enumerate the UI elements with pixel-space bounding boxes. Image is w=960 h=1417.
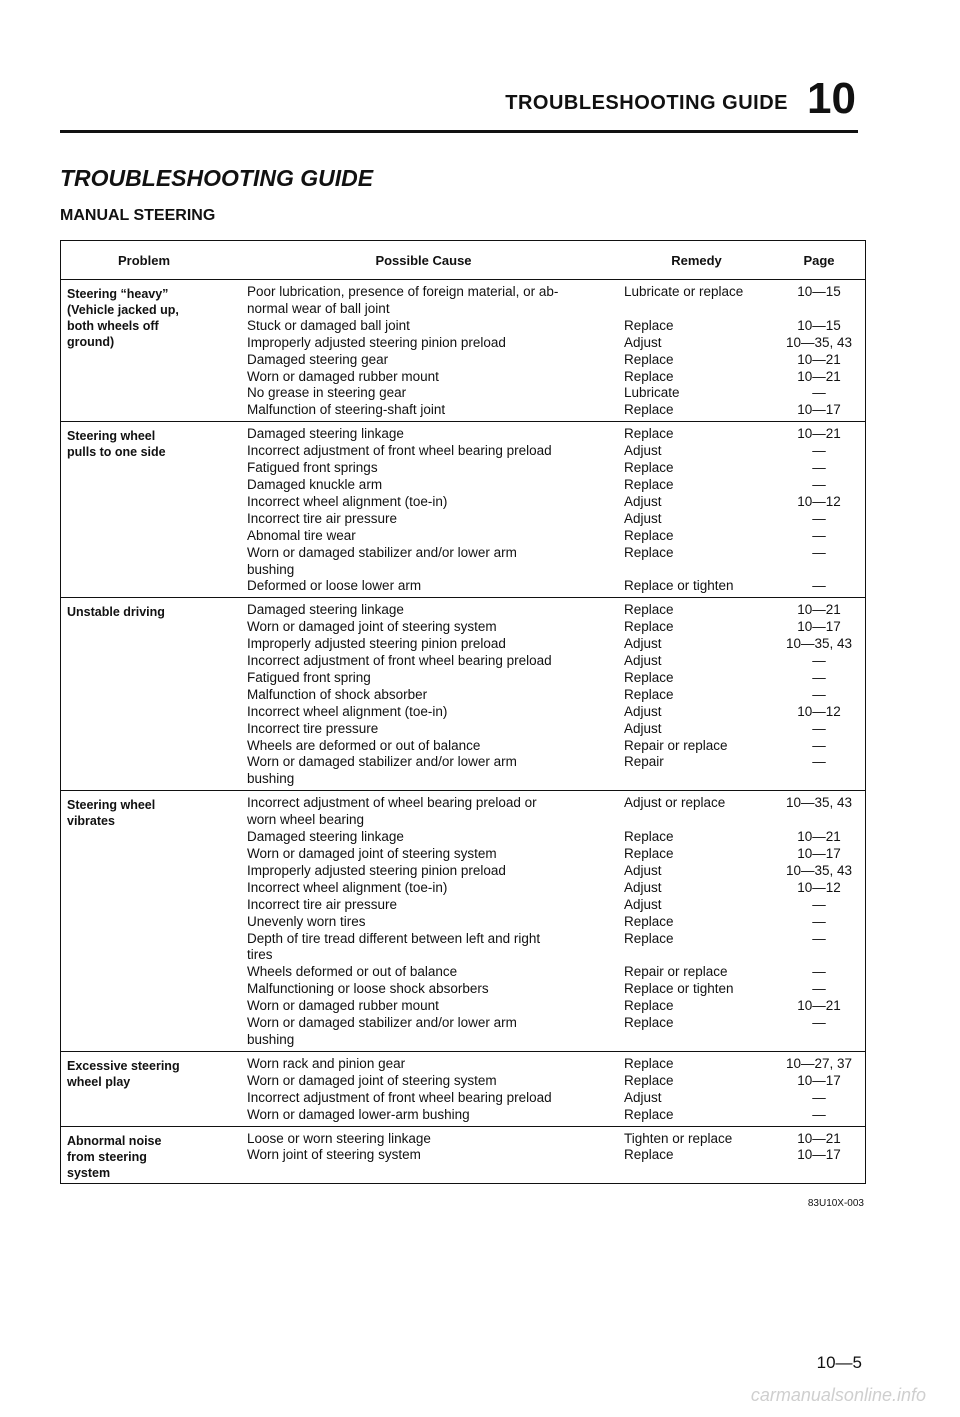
problem-group (61, 422, 865, 598)
column-problem: Problem (117, 252, 170, 268)
table-row (227, 1107, 865, 1124)
table-row (227, 981, 865, 998)
remedy-cell: Replace (624, 527, 674, 543)
table-row (227, 829, 865, 846)
watermark: carmanualsonline.info (750, 1385, 926, 1405)
problem-group (61, 791, 865, 1052)
table-row (227, 443, 865, 460)
problem-label: Unstable driving (67, 605, 165, 620)
remedy-cell: Adjust (624, 896, 662, 912)
table-row (227, 1015, 865, 1049)
page-ref-cell: — (812, 544, 826, 560)
remedy-cell: Replace (624, 1015, 674, 1031)
table-row (227, 721, 865, 738)
remedy-cell: Repair or replace (624, 737, 728, 753)
remedy-cell: Adjust (624, 1089, 662, 1105)
column-page: Page (803, 252, 835, 268)
table-row (227, 494, 865, 511)
table-row (227, 619, 865, 636)
cause-cell: Malfunction of steering-shaft joint (247, 402, 446, 418)
table-header (61, 241, 865, 280)
page-ref-cell: — (812, 1015, 826, 1031)
cause-cell: Incorrect tire pressure (247, 720, 379, 736)
page-ref-cell: — (812, 754, 826, 770)
page-ref-cell: — (812, 510, 826, 526)
cause-cell: Incorrect adjustment of front wheel bearing preload (247, 443, 552, 459)
cause-cell: Damaged knuckle arm (247, 476, 383, 492)
table-row (227, 931, 865, 965)
remedy-cell: Adjust (624, 493, 662, 509)
problem-label: Excessive steering wheel play (67, 1058, 180, 1089)
page-ref-cell: — (812, 443, 826, 459)
header-rule (60, 130, 858, 133)
header-title: TROUBLESHOOTING GUIDE (505, 92, 788, 114)
section-subtitle: MANUAL STEERING (60, 207, 216, 224)
remedy-cell: Repair (624, 754, 664, 770)
remedy-cell: Adjust (624, 443, 662, 459)
cause-cell: Damaged steering linkage (247, 426, 404, 442)
cause-cell: Incorrect wheel alignment (toe-in) (247, 493, 448, 509)
page-ref-cell: 10—17 (797, 846, 841, 861)
remedy-cell: Replace (624, 368, 674, 384)
remedy-cell: Adjust (624, 653, 662, 669)
page-ref-cell: 10—21 (797, 351, 841, 367)
remedy-cell: Adjust or replace (624, 795, 726, 811)
page-ref-cell: 10—21 (797, 998, 841, 1014)
cause-cell: Worn or damaged lower-arm bushing (247, 1106, 470, 1122)
table-body (61, 280, 865, 1183)
cause-cell: No grease in steering gear (247, 385, 407, 401)
cause-cell: Worn or damaged stabilizer and/or lower arm bushing (247, 754, 517, 787)
troubleshooting-table (60, 240, 866, 1184)
page-ref-cell: 10—21 (797, 602, 841, 618)
cause-cell: Fatigued front spring (247, 669, 371, 685)
cause-cell: Fatigued front springs (247, 460, 378, 476)
remedy-cell: Replace (624, 1072, 674, 1088)
page-ref-cell: 10—35, 43 (785, 334, 853, 350)
problem-group (61, 1127, 865, 1183)
table-row (227, 846, 865, 863)
page-title: TROUBLESHOOTING GUIDE (60, 165, 374, 191)
remedy-cell: Replace (624, 930, 674, 946)
remedy-cell: Replace (624, 669, 674, 685)
cause-cell: Incorrect adjustment of front wheel bearing preload (247, 653, 552, 669)
table-row (227, 1073, 865, 1090)
page-ref-cell: 10—35, 43 (785, 862, 853, 878)
remedy-cell: Replace (624, 998, 674, 1014)
cause-cell: Unevenly worn tires (247, 913, 366, 929)
remedy-cell: Adjust (624, 334, 662, 350)
page-ref-cell: — (812, 669, 826, 685)
remedy-cell: Replace (624, 460, 674, 476)
problem-label: Steering wheel vibrates (67, 798, 156, 829)
page-ref-cell: — (812, 476, 826, 492)
cause-cell: Stuck or damaged ball joint (247, 317, 410, 333)
cause-cell: Damaged steering linkage (247, 829, 404, 845)
page-ref-cell: — (812, 653, 826, 669)
cause-cell: Malfunction of shock absorber (247, 686, 428, 702)
table-row (227, 318, 865, 335)
remedy-cell: Replace (624, 913, 674, 929)
page-ref-cell: — (812, 896, 826, 912)
page-ref-cell: — (812, 527, 826, 543)
remedy-cell: Replace or tighten (624, 578, 734, 594)
remedy-cell: Adjust (624, 636, 662, 652)
column-remedy: Remedy (671, 252, 722, 268)
remedy-cell: Replace (624, 476, 674, 492)
cause-cell: Worn or damaged rubber mount (247, 368, 439, 384)
remedy-cell: Adjust (624, 510, 662, 526)
table-row (227, 545, 865, 579)
cause-cell: Worn joint of steering system (247, 1147, 421, 1163)
page-ref-cell: 10—27, 37 (785, 1055, 853, 1071)
table-row (227, 385, 865, 402)
page-ref-cell: — (812, 964, 826, 980)
remedy-cell: Replace (624, 686, 674, 702)
table-row (227, 754, 865, 788)
table-row (227, 880, 865, 897)
problem-group (61, 280, 865, 422)
page-ref-cell: 10—12 (797, 493, 841, 509)
cause-cell: Damaged steering linkage (247, 602, 404, 618)
cause-cell: Incorrect wheel alignment (toe-in) (247, 879, 448, 895)
cause-cell: Incorrect tire air pressure (247, 510, 398, 526)
page-number: 10—5 (816, 1353, 862, 1372)
cause-cell: Worn or damaged stabilizer and/or lower arm bushing (247, 1015, 517, 1047)
cause-cell: Improperly adjusted steering pinion preload (247, 862, 506, 878)
page-ref-cell: — (812, 1089, 826, 1105)
remedy-cell: Adjust (624, 862, 662, 878)
cause-cell: Loose or worn steering linkage (247, 1130, 431, 1146)
page-ref-cell: 10—21 (797, 368, 841, 384)
cause-cell: Incorrect adjustment of front wheel bearing preload (247, 1089, 552, 1105)
table-row (227, 897, 865, 914)
table-row (227, 687, 865, 704)
page-ref-cell: — (812, 981, 826, 997)
cause-cell: Malfunctioning or loose shock absorbers (247, 981, 489, 997)
cause-cell: Incorrect wheel alignment (toe-in) (247, 703, 448, 719)
page-ref-cell: — (812, 720, 826, 736)
table-row (227, 1090, 865, 1107)
remedy-cell: Replace (624, 829, 674, 845)
cause-cell: Wheels are deformed or out of balance (247, 737, 481, 753)
table-row (227, 477, 865, 494)
table-row (227, 1131, 865, 1148)
page-ref-cell: — (812, 737, 826, 753)
page-ref-cell: — (812, 913, 826, 929)
cause-cell: Poor lubrication, presence of foreign material, or ab- normal wear of ball joint (247, 284, 559, 316)
remedy-cell: Replace (624, 351, 674, 367)
cause-cell: Incorrect adjustment of wheel bearing preload or worn wheel bearing (247, 795, 537, 828)
cause-cell: Worn or damaged stabilizer and/or lower arm bushing (247, 544, 517, 577)
cause-cell: Damaged steering gear (247, 351, 389, 367)
cause-cell: Improperly adjusted steering pinion preload (247, 636, 506, 652)
problem-label: Steering wheel pulls to one side (67, 429, 166, 460)
remedy-cell: Replace (624, 602, 674, 618)
cause-cell: Wheels deformed or out of balance (247, 964, 458, 980)
remedy-cell: Lubricate (624, 385, 680, 401)
table-row (227, 738, 865, 755)
remedy-cell: Repair or replace (624, 964, 728, 980)
table-row (227, 863, 865, 880)
page-ref-cell: 10—15 (797, 317, 841, 333)
table-row (227, 369, 865, 386)
table-row (227, 998, 865, 1015)
page-ref-cell: — (812, 385, 826, 401)
table-row (227, 460, 865, 477)
remedy-cell: Replace (624, 544, 674, 560)
remedy-cell: Tighten or replace (624, 1130, 733, 1146)
remedy-cell: Adjust (624, 720, 662, 736)
page-ref-cell: 10—21 (797, 1130, 841, 1146)
cause-cell: Deformed or loose lower arm (247, 578, 422, 594)
remedy-cell: Replace (624, 619, 674, 635)
remedy-cell: Adjust (624, 703, 662, 719)
page-ref-cell: 10—12 (797, 879, 841, 895)
problem-group (61, 598, 865, 791)
page-header (60, 74, 858, 136)
problem-label: Steering “heavy” (Vehicle jacked up, both wheels off ground) (67, 287, 179, 349)
page-ref-cell: 10—35, 43 (785, 795, 853, 811)
table-row (227, 578, 865, 595)
header-section-number: 10 (807, 74, 856, 123)
table-row (227, 335, 865, 352)
cause-cell: Incorrect tire air pressure (247, 896, 398, 912)
table-row (227, 704, 865, 721)
table-row (227, 426, 865, 443)
cause-cell: Worn or damaged joint of steering system (247, 619, 497, 635)
page-ref-cell: 10—15 (797, 284, 841, 299)
table-row (227, 352, 865, 369)
remedy-cell: Replace (624, 1147, 674, 1163)
page-ref-cell: 10—21 (797, 829, 841, 845)
cause-cell: Worn or damaged joint of steering system (247, 846, 497, 861)
page-ref-cell: — (812, 578, 826, 594)
page-ref-cell: 10—17 (797, 1147, 841, 1163)
problem-label: Abnormal noise from steering system (67, 1133, 162, 1180)
page-ref-cell: 10—17 (797, 1072, 841, 1088)
remedy-cell: Replace or tighten (624, 981, 734, 997)
remedy-cell: Replace (624, 846, 674, 861)
remedy-cell: Replace (624, 317, 674, 333)
cause-cell: Improperly adjusted steering pinion preload (247, 334, 506, 350)
figure-code: 83U10X-003 (807, 1198, 864, 1209)
table-row (227, 1147, 865, 1164)
table-row (227, 1056, 865, 1073)
table-row (227, 670, 865, 687)
remedy-cell: Adjust (624, 879, 662, 895)
page-ref-cell: 10—17 (797, 619, 841, 635)
table-row (227, 964, 865, 981)
page-ref-cell: 10—12 (797, 703, 841, 719)
remedy-cell: Replace (624, 402, 674, 418)
problem-group (61, 1052, 865, 1127)
page-ref-cell: — (812, 460, 826, 476)
page-ref-cell: 10—35, 43 (785, 636, 853, 652)
page-ref-cell: — (812, 686, 826, 702)
remedy-cell: Lubricate or replace (624, 284, 744, 299)
table-row (227, 653, 865, 670)
cause-cell: Worn or damaged rubber mount (247, 998, 439, 1014)
page-ref-cell: — (812, 930, 826, 946)
table-row (227, 914, 865, 931)
remedy-cell: Replace (624, 1055, 674, 1071)
cause-cell: Abnomal tire wear (247, 527, 356, 543)
column-cause: Possible Cause (375, 252, 472, 268)
page-ref-cell: 10—17 (797, 402, 841, 418)
table-row (227, 284, 865, 318)
remedy-cell: Replace (624, 1106, 674, 1122)
table-row (227, 402, 865, 419)
table-row (227, 795, 865, 829)
table-row (227, 636, 865, 653)
page-ref-cell: 10—21 (797, 426, 841, 442)
cause-cell: Worn rack and pinion gear (247, 1055, 406, 1071)
remedy-cell: Replace (624, 426, 674, 442)
cause-cell: Worn or damaged joint of steering system (247, 1072, 497, 1088)
cause-cell: Depth of tire tread different between left and right tires (247, 930, 541, 963)
table-row (227, 602, 865, 619)
page-ref-cell: — (812, 1106, 826, 1122)
table-row (227, 528, 865, 545)
table-row (227, 511, 865, 528)
